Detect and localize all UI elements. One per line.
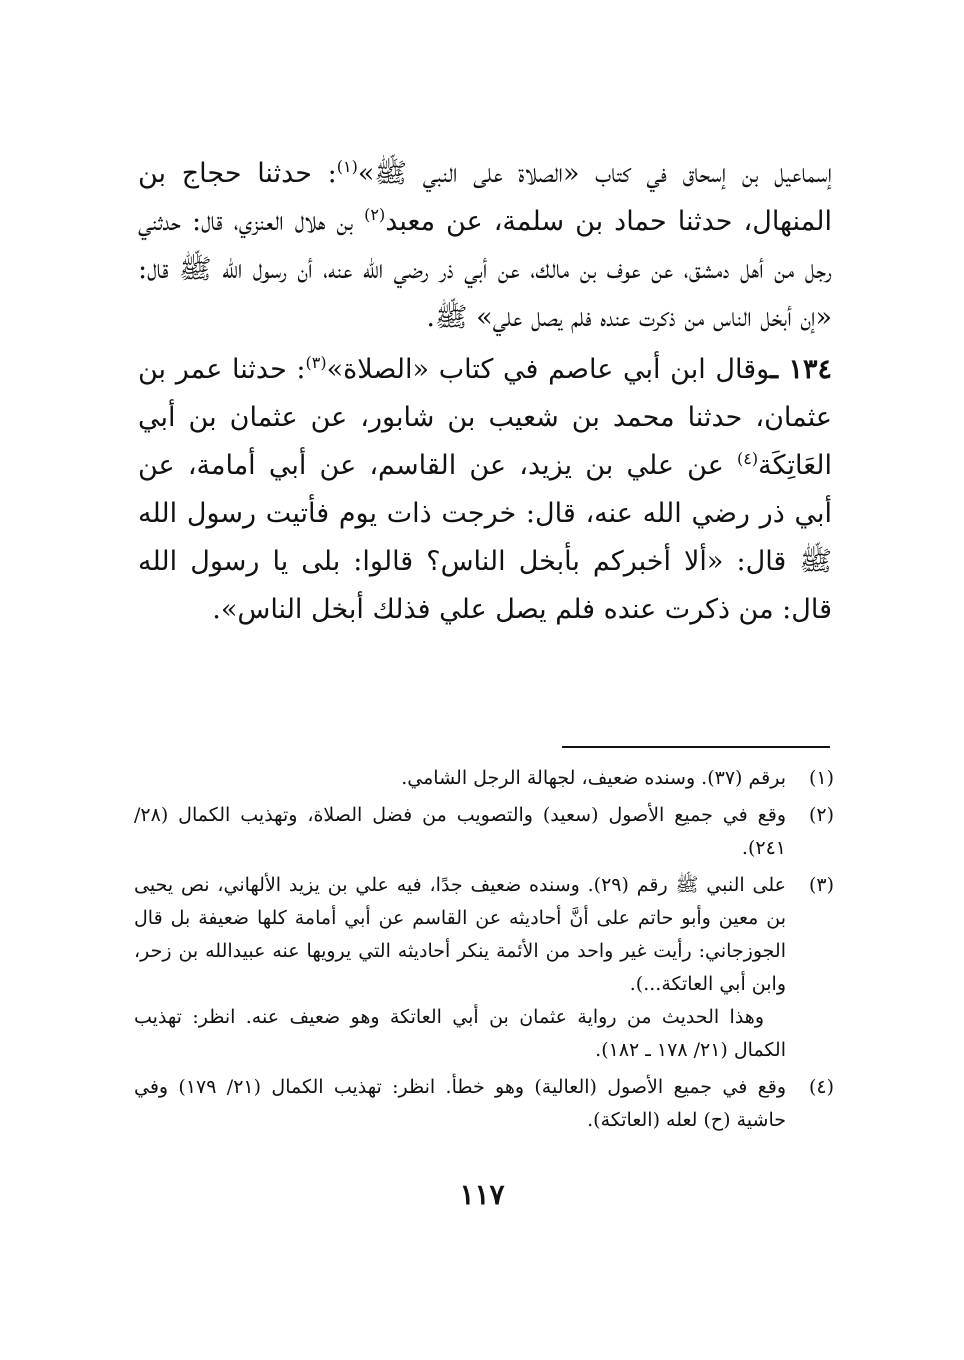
footnote-ref-4: (٤)	[737, 449, 759, 468]
paragraph-2-text-b: : حدثنا عمر بن عثمان، حدثنا محمد بن شعيب بن شابور، عن عثمان بن أبي العَاتِكَة	[138, 354, 832, 481]
footnote-text: وقع في جميع الأصول (العالية) وهو خطأ. انظر: تهذيب الكمال (٢١/ ١٧٩) وفي حاشية (ح) لعله (العاتكة).	[134, 1076, 786, 1131]
footnote-ref-2: (٢)	[364, 205, 386, 224]
paragraph-2-text-c: عن علي بن يزيد، عن القاسم، عن أبي أمامة، عن أبي ذر رضي الله عنه، قال: خرجت ذات يوم فأتيت رسول الله ﷺ قال: «ألا أخبركم بأبخل الناس؟ قالوا: بلى يا رسول الله قال: من ذكرت عنده فلم يصل علي فذلك أبخل الناس».	[138, 450, 833, 625]
footnote-body	[134, 869, 786, 1067]
footnote-number: (٢)	[808, 804, 834, 826]
paragraph-1-text-c: بن هلال العنزي، قال: حدثني رجل من أهل دمشق، عن عوف بن مالك، عن أبي ذر رضي الله عنه، أن رسول الله ﷺ قال: «إن أبخل الناس من ذكرت عنده فلم يصل علي» ﷺ.	[138, 206, 832, 333]
footnote	[134, 799, 834, 865]
footnote	[134, 869, 834, 1067]
footnote-text-continuation: وهذا الحديث من رواية عثمان بن أبي العاتكة وهو ضعيف عنه. انظر: تهذيب الكمال (٢١/ ١٧٨ ـ ١٨٢).	[134, 1006, 786, 1061]
footnote-body	[134, 799, 786, 865]
footnote-ref-3: (٣)	[305, 353, 327, 372]
footnote-number: (٣)	[808, 874, 834, 896]
page-number: ١١٧	[459, 1178, 505, 1211]
footnote-ref-1: (١)	[336, 157, 358, 176]
hadith-number: ١٣٤ ـ	[770, 354, 832, 385]
footnotes	[134, 762, 834, 1141]
footnote-body	[134, 1071, 786, 1137]
footnote-text: وقع في جميع الأصول (سعيد) والتصويب من فضل الصلاة، وتهذيب الكمال (٢٨/ ٢٤١).	[134, 804, 786, 859]
paragraph-1-text-b: : حدثنا حجاج بن المنهال، حدثنا حماد بن سلمة، عن معبد	[138, 158, 832, 237]
footnote	[134, 1071, 834, 1137]
footnote	[134, 762, 834, 795]
footnote-text: برقم (٣٧). وسنده ضعيف، لجهالة الرجل الشامي.	[401, 767, 786, 789]
paragraph-1-text-a: إسماعيل بن إسحاق في كتاب «الصلاة على النبي ﷺ»	[357, 158, 832, 189]
paragraph-2	[138, 346, 832, 634]
footnote-text: على النبي ﷺ رقم (٢٩). وسنده ضعيف جدًا، فيه علي بن يزيد الألهاني، نص يحيى بن معين وأبو حاتم على أنَّ أحاديثه عن القاسم عن أبي أمامة كلها ضعيفة بل قال الجوزجاني: رأيت غير واحد من الأئمة ينكر أحاديثه التي يرويها عنه عبيدالله بن زحر، وابن أبي العاتكة...).	[134, 874, 786, 995]
paragraph-1	[138, 150, 832, 342]
main-text	[138, 150, 832, 634]
footnote-number: (١)	[808, 767, 834, 789]
paragraph-2-text-a: وقال ابن أبي عاصم في كتاب «الصلاة»	[326, 354, 771, 385]
footnote-body	[134, 762, 786, 795]
footnote-number: (٤)	[808, 1076, 834, 1098]
footnote-divider	[562, 746, 830, 748]
